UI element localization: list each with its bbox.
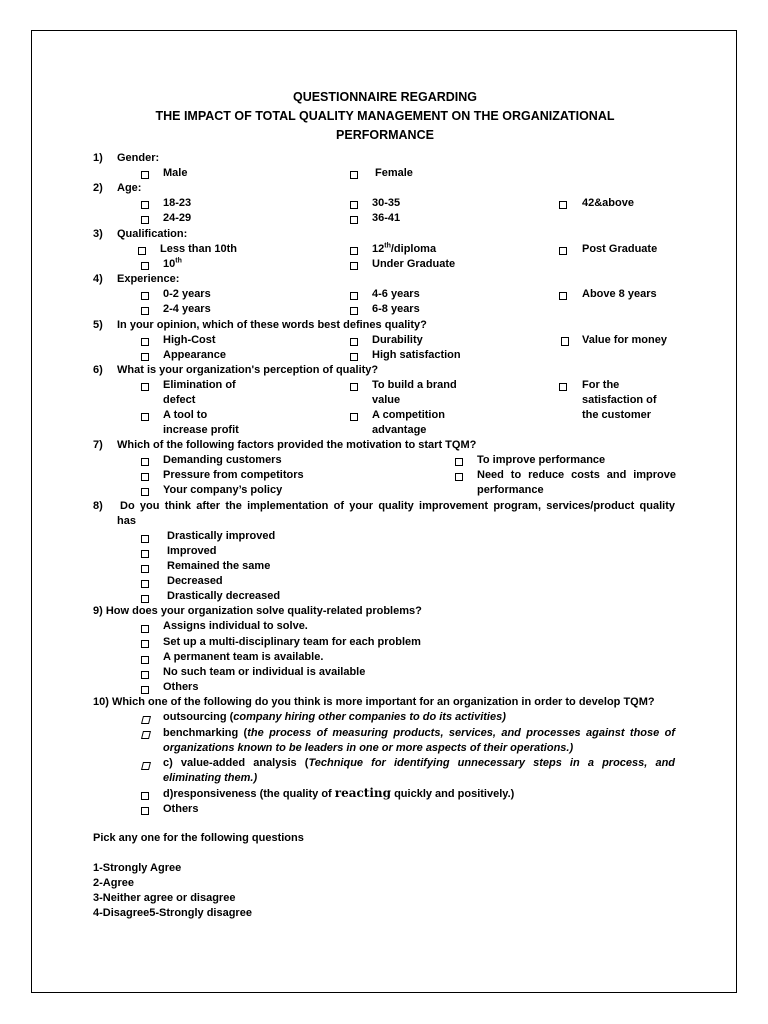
- scale-item-2: 2-Agree: [93, 877, 134, 889]
- q2-number: 2): [93, 182, 103, 194]
- q6-brand-value-checkbox[interactable]: [350, 383, 358, 391]
- q5-value-for-money-label: Value for money: [582, 334, 667, 346]
- q8-drastically-improved-checkbox[interactable]: [141, 535, 149, 543]
- q5-appearance-checkbox[interactable]: [141, 353, 149, 361]
- q7-improve-performance-label: To improve performance: [477, 454, 606, 466]
- q6-elimination-checkbox[interactable]: [141, 383, 149, 391]
- q5-number: 5): [93, 319, 103, 331]
- q8-number: 8): [93, 500, 103, 512]
- q4-4-6-years-label: 4-6 years: [372, 288, 420, 300]
- q6-question: What is your organization's perception of quality?: [117, 364, 379, 376]
- q8-remained-same-checkbox[interactable]: [141, 565, 149, 573]
- q9-permanent-team-checkbox[interactable]: [141, 656, 149, 664]
- q9-others-checkbox[interactable]: [141, 686, 149, 694]
- q8-drastically-decreased-checkbox[interactable]: [141, 595, 149, 603]
- q10-responsiveness-checkbox[interactable]: [141, 792, 149, 800]
- q2-24-29-checkbox[interactable]: [141, 216, 149, 224]
- q1-question: Gender:: [117, 152, 160, 164]
- q10-value-added-checkbox[interactable]: [141, 762, 151, 770]
- q2-30-35-checkbox[interactable]: [350, 201, 358, 209]
- q9-multi-team-label: Set up a multi-disciplinary team for each problem: [163, 636, 421, 648]
- title-line-1: QUESTIONNAIRE REGARDING: [292, 90, 478, 104]
- q9-no-team-checkbox[interactable]: [141, 671, 149, 679]
- q2-42-above-label: 42&above: [582, 197, 634, 209]
- q5-durability-label: Durability: [372, 334, 423, 346]
- q10-value-added-label-1: c) value-added analysis (Technique for identifying unnecessary steps in a process, and: [163, 757, 676, 769]
- q10-outsourcing-label: outsourcing (company hiring other companies to do its activities): [163, 711, 506, 723]
- q1-female-checkbox[interactable]: [350, 171, 358, 179]
- q4-0-2-years-checkbox[interactable]: [141, 292, 149, 300]
- q2-18-23-label: 18-23: [163, 197, 192, 209]
- q6-brand-value-label-2: value: [372, 394, 401, 406]
- q3-12th-diploma-checkbox[interactable]: [350, 247, 358, 255]
- q5-high-satisfaction-checkbox[interactable]: [350, 353, 358, 361]
- q7-pressure-competitors-label: Pressure from competitors: [163, 469, 304, 481]
- q9-question: 9) How does your organization solve quality-related problems?: [93, 605, 422, 617]
- q7-pressure-competitors-checkbox[interactable]: [141, 473, 149, 481]
- q9-no-team-label: No such team or individual is available: [163, 666, 366, 678]
- q7-company-policy-label: Your company’s policy: [163, 484, 283, 496]
- q7-reduce-costs-label-2: performance: [477, 484, 544, 496]
- q1-number: 1): [93, 152, 103, 164]
- scale-item-4: 4-Disagree5-Strongly disagree: [93, 907, 252, 919]
- q10-responsiveness-label: d)responsiveness (the quality of reacting quickly and positively.): [163, 786, 515, 800]
- q5-high-cost-label: High-Cost: [163, 334, 216, 346]
- q4-number: 4): [93, 273, 103, 285]
- q7-improve-performance-checkbox[interactable]: [455, 458, 463, 466]
- q7-reduce-costs-label-1: Need to reduce costs and improve: [477, 469, 676, 481]
- q6-increase-profit-label-2: increase profit: [163, 424, 239, 436]
- q7-demanding-customers-checkbox[interactable]: [141, 458, 149, 466]
- q2-36-41-checkbox[interactable]: [350, 216, 358, 224]
- q6-customer-satisfaction-label-1: For the: [582, 379, 620, 391]
- q3-less-than-10th-checkbox[interactable]: [138, 247, 146, 255]
- q6-competition-advantage-checkbox[interactable]: [350, 413, 358, 421]
- q10-others-checkbox[interactable]: [141, 807, 149, 815]
- q3-10th-checkbox[interactable]: [141, 262, 149, 270]
- q6-competition-advantage-label-1: A competition: [372, 409, 445, 421]
- q9-multi-team-checkbox[interactable]: [141, 640, 149, 648]
- q8-remained-same-label: Remained the same: [167, 560, 271, 572]
- scale-item-3: 3-Neither agree or disagree: [93, 892, 236, 904]
- q6-increase-profit-label-1: A tool to: [163, 409, 208, 421]
- q6-number: 6): [93, 364, 103, 376]
- q3-question: Qualification:: [117, 228, 188, 240]
- q4-2-4-years-checkbox[interactable]: [141, 307, 149, 315]
- q5-question: In your opinion, which of these words best defines quality?: [117, 319, 427, 331]
- q6-elimination-label-2: defect: [163, 394, 196, 406]
- q2-question: Age:: [117, 182, 142, 194]
- q8-decreased-checkbox[interactable]: [141, 580, 149, 588]
- q6-increase-profit-checkbox[interactable]: [141, 413, 149, 421]
- q3-less-than-10th-label: Less than 10th: [160, 243, 238, 255]
- q1-female-label: Female: [375, 167, 413, 179]
- q5-appearance-label: Appearance: [163, 349, 226, 361]
- q2-18-23-checkbox[interactable]: [141, 201, 149, 209]
- q4-above-8-years-label: Above 8 years: [582, 288, 657, 300]
- q8-question-line-1: Do you think after the implementation of your quality improvement program, services/product quality: [120, 500, 675, 512]
- q6-customer-satisfaction-label-2: satisfaction of: [582, 394, 657, 406]
- q9-permanent-team-label: A permanent team is available.: [163, 651, 324, 663]
- q3-under-graduate-label: Under Graduate: [372, 258, 456, 270]
- q3-under-graduate-checkbox[interactable]: [350, 262, 358, 270]
- q10-value-added-label-2: eliminating them.): [163, 772, 258, 784]
- q4-6-8-years-label: 6-8 years: [372, 303, 420, 315]
- q6-elimination-label-1: Elimination of: [163, 379, 236, 391]
- q6-customer-satisfaction-checkbox[interactable]: [559, 383, 567, 391]
- q10-benchmarking-checkbox[interactable]: [141, 731, 151, 739]
- q5-value-for-money-checkbox[interactable]: [561, 337, 569, 346]
- q2-42-above-checkbox[interactable]: [559, 201, 567, 209]
- title-line-2: THE IMPACT OF TOTAL QUALITY MANAGEMENT ON THE ORGANIZATIONAL: [155, 109, 615, 123]
- q7-demanding-customers-label: Demanding customers: [163, 454, 282, 466]
- q7-company-policy-checkbox[interactable]: [141, 488, 149, 496]
- q8-improved-checkbox[interactable]: [141, 550, 149, 558]
- q5-high-cost-checkbox[interactable]: [141, 338, 149, 346]
- q10-outsourcing-checkbox[interactable]: [141, 716, 151, 724]
- q4-0-2-years-label: 0-2 years: [163, 288, 211, 300]
- scale-item-1: 1-Strongly Agree: [93, 862, 182, 874]
- q2-24-29-label: 24-29: [163, 212, 192, 224]
- q8-improved-label: Improved: [167, 545, 217, 557]
- q8-drastically-decreased-label: Drastically decreased: [167, 590, 281, 602]
- q6-brand-value-label-1: To build a brand: [372, 379, 457, 391]
- q4-4-6-years-checkbox[interactable]: [350, 292, 358, 300]
- q9-assigns-individual-label: Assigns individual to solve.: [163, 620, 308, 632]
- q7-number: 7): [93, 439, 103, 451]
- q3-number: 3): [93, 228, 103, 240]
- q6-customer-satisfaction-label-3: the customer: [582, 409, 652, 421]
- scale-intro: Pick any one for the following questions: [93, 832, 304, 844]
- q10-others-label: Others: [163, 803, 199, 815]
- q1-male-checkbox[interactable]: [141, 171, 149, 179]
- q1-male-label: Male: [163, 167, 188, 179]
- q5-high-satisfaction-label: High satisfaction: [372, 349, 461, 361]
- q10-question: 10) Which one of the following do you think is more important for an organization in order to develop TQM?: [93, 696, 655, 708]
- q7-reduce-costs-checkbox[interactable]: [455, 473, 463, 481]
- q10-benchmarking-label-2: organizations known to be leaders in one or more aspects of their operations.): [163, 742, 574, 754]
- q3-10th-label: 10th: [163, 257, 182, 270]
- q8-decreased-label: Decreased: [167, 575, 223, 587]
- q3-post-graduate-label: Post Graduate: [582, 243, 658, 255]
- q7-question: Which of the following factors provided the motivation to start TQM?: [117, 439, 477, 451]
- q2-36-41-label: 36-41: [372, 212, 401, 224]
- questionnaire-page: [31, 30, 737, 993]
- q9-others-label: Others: [163, 681, 199, 693]
- q10-benchmarking-label-1: benchmarking (the process of measuring products, services, and processes against those of: [163, 727, 676, 739]
- q4-above-8-years-checkbox[interactable]: [559, 292, 567, 300]
- q5-durability-checkbox[interactable]: [350, 338, 358, 346]
- q3-post-graduate-checkbox[interactable]: [559, 247, 567, 255]
- q4-6-8-years-checkbox[interactable]: [350, 307, 358, 315]
- q9-assigns-individual-checkbox[interactable]: [141, 625, 149, 633]
- q6-competition-advantage-label-2: advantage: [372, 424, 427, 436]
- q8-question-line-2: has: [117, 515, 136, 527]
- q4-2-4-years-label: 2-4 years: [163, 303, 211, 315]
- q2-30-35-label: 30-35: [372, 197, 401, 209]
- q3-12th-diploma-label: 12th/diploma: [372, 242, 437, 255]
- title-line-3: PERFORMANCE: [336, 128, 434, 142]
- q4-question: Experience:: [117, 273, 180, 285]
- q8-drastically-improved-label: Drastically improved: [167, 530, 276, 542]
